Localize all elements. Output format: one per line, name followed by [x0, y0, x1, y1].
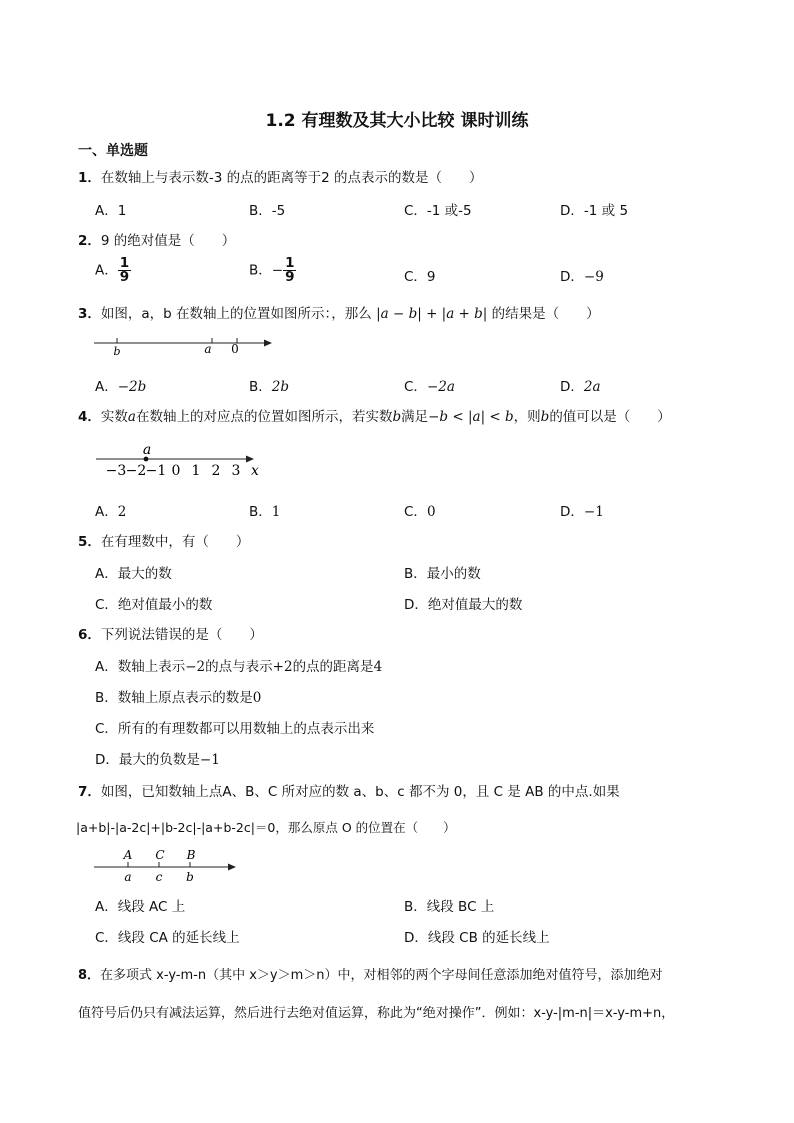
- denominator: 9: [119, 269, 130, 285]
- math-value: 4: [373, 659, 383, 675]
- denominator: 9: [285, 269, 295, 285]
- option-value: −2a: [426, 379, 455, 395]
- variable-b: b: [540, 409, 550, 425]
- math-value: +2: [272, 659, 293, 675]
- option-label: B．: [249, 504, 272, 520]
- option-value: −9: [583, 269, 604, 285]
- label-C: C: [155, 848, 165, 862]
- question-text: 如图，a，b 在数轴上的位置如图所示：，那么: [100, 306, 377, 322]
- label-b: b: [113, 345, 121, 358]
- question-text: 满足: [401, 409, 429, 425]
- option-text: B．数轴上原点表示的数是: [95, 690, 253, 706]
- option-value: −1: [583, 504, 604, 520]
- math-value: −1: [199, 752, 220, 768]
- q6-option-c: C．所有的有理数都可以用数轴上的点表示出来: [95, 721, 375, 737]
- question-text: 如图，已知数轴上点A、B、C 所对应的数 a、b、c 都不为 0，且 C 是 AB 的中点.如果: [100, 784, 620, 800]
- option-label: B．: [249, 262, 272, 279]
- question-7-line-2: |a+b|-|a-2c|+|b-2c|-|a+b-2c|＝0，那么原点 O 的位置在（ ）: [76, 820, 456, 835]
- math-value: −2: [185, 659, 206, 675]
- question-number: 4．: [78, 409, 101, 425]
- numerator: 1: [285, 255, 295, 271]
- tick-label: 2: [211, 463, 221, 479]
- arrow-head-icon: [228, 864, 236, 871]
- question-text: 下列说法错误的是（ ）: [100, 627, 263, 643]
- question-text-end: 的结果是（ ）: [487, 306, 600, 322]
- q5-option-a: A．最大的数: [95, 566, 172, 582]
- option-value: 1: [271, 504, 281, 520]
- question-number: 7．: [78, 784, 101, 800]
- question-number: 5．: [78, 534, 101, 550]
- option-value: 2: [117, 504, 127, 520]
- label-a: a: [124, 870, 132, 884]
- question-number: 2．: [78, 233, 101, 249]
- q2-option-c: C．9: [404, 269, 436, 285]
- question-text: 在数轴上的对应点的位置如图所示，若实数: [135, 409, 393, 425]
- option-value: −2b: [117, 379, 147, 395]
- q1-option-b: B．-5: [249, 203, 286, 219]
- variable-a: a: [127, 409, 136, 425]
- option-label: D．: [560, 269, 584, 285]
- tick-label: 0: [171, 463, 181, 479]
- question-8: [78, 964, 663, 983]
- question-text: ，则: [513, 409, 541, 425]
- q1-option-c: C．-1 或-5: [404, 203, 472, 219]
- question-text: 在数轴上与表示数-3 的点的距离等于2 的点表示的数是（ ）: [100, 170, 483, 186]
- option-text: 的点的距离是: [292, 659, 374, 675]
- question-text: 在多项式 x-y-m-n（其中 x＞y＞m＞n）中，对相邻的两个字母间任意添加绝对值符号，添加绝对: [100, 968, 663, 983]
- q7-option-a: A．线段 AC 上: [95, 899, 186, 915]
- q5-option-c: C．绝对值最小的数: [95, 597, 213, 613]
- option-label: A．: [95, 504, 118, 520]
- q5-option-d: D．绝对值最大的数: [404, 597, 523, 613]
- question-text: 的值可以是（ ）: [549, 409, 671, 425]
- q1-option-a: A．1: [95, 203, 127, 219]
- math-condition: −b < |a| < b: [428, 409, 514, 425]
- option-value: 2a: [583, 379, 601, 395]
- variable-b: b: [392, 409, 402, 425]
- label-c: c: [155, 870, 163, 884]
- option-label: B．: [249, 379, 272, 395]
- option-text: A．数轴上表示: [95, 659, 186, 675]
- page-title: 1.2 有理数及其大小比较 课时训练: [265, 111, 529, 131]
- question-text: 实数: [100, 409, 128, 425]
- q7-option-c: C．线段 CA 的延长线上: [95, 930, 240, 946]
- option-label: C．: [404, 504, 427, 520]
- option-label: A．: [95, 379, 118, 395]
- q1-option-d: D．-1 或 5: [560, 203, 629, 219]
- option-label: C．: [404, 379, 427, 395]
- math-expression: |a − b| + |a + b|: [376, 306, 488, 322]
- option-text: 的点与表示: [205, 659, 273, 675]
- tick-label: −2: [125, 463, 147, 479]
- option-label: D．: [560, 504, 584, 520]
- option-value: 2b: [271, 379, 289, 395]
- question-number: 8．: [78, 968, 101, 983]
- label-A: A: [123, 848, 133, 862]
- minus-sign: −: [271, 262, 284, 279]
- section-heading: 一、单选题: [78, 143, 148, 159]
- question-number: 6．: [78, 627, 101, 643]
- tick-label: 1: [191, 463, 201, 479]
- label-a: a: [142, 442, 152, 458]
- option-label: A．: [95, 262, 118, 279]
- q7-option-b: B．线段 BC 上: [404, 899, 495, 915]
- label-x: x: [251, 463, 259, 479]
- option-value: 0: [426, 504, 436, 520]
- q5-option-b: B．最小的数: [404, 566, 481, 582]
- math-value: 0: [252, 690, 262, 706]
- option-label: D．: [560, 379, 584, 395]
- question-text: 在有理数中，有（ ）: [100, 534, 250, 550]
- label-B: B: [186, 848, 196, 862]
- label-zero: 0: [231, 342, 239, 356]
- label-b: b: [186, 870, 194, 884]
- question-text: 9 的绝对值是（ ）: [100, 233, 236, 249]
- question-number: 1．: [78, 170, 101, 186]
- tick-label: −3: [105, 463, 127, 479]
- label-a: a: [204, 342, 212, 356]
- q7-option-d: D．线段 CB 的延长线上: [404, 930, 550, 946]
- tick-label: −1: [145, 463, 167, 479]
- option-text: D．最大的负数是: [95, 752, 200, 768]
- question-8-line-2: 值符号后仍只有减法运算，然后进行去绝对值运算，称此为“绝对操作”．例如：x-y-|m-n|＝x-y-m+n，: [78, 1006, 675, 1021]
- question-number: 3．: [78, 306, 101, 322]
- tick-label: 3: [231, 463, 241, 479]
- numerator: 1: [119, 255, 130, 271]
